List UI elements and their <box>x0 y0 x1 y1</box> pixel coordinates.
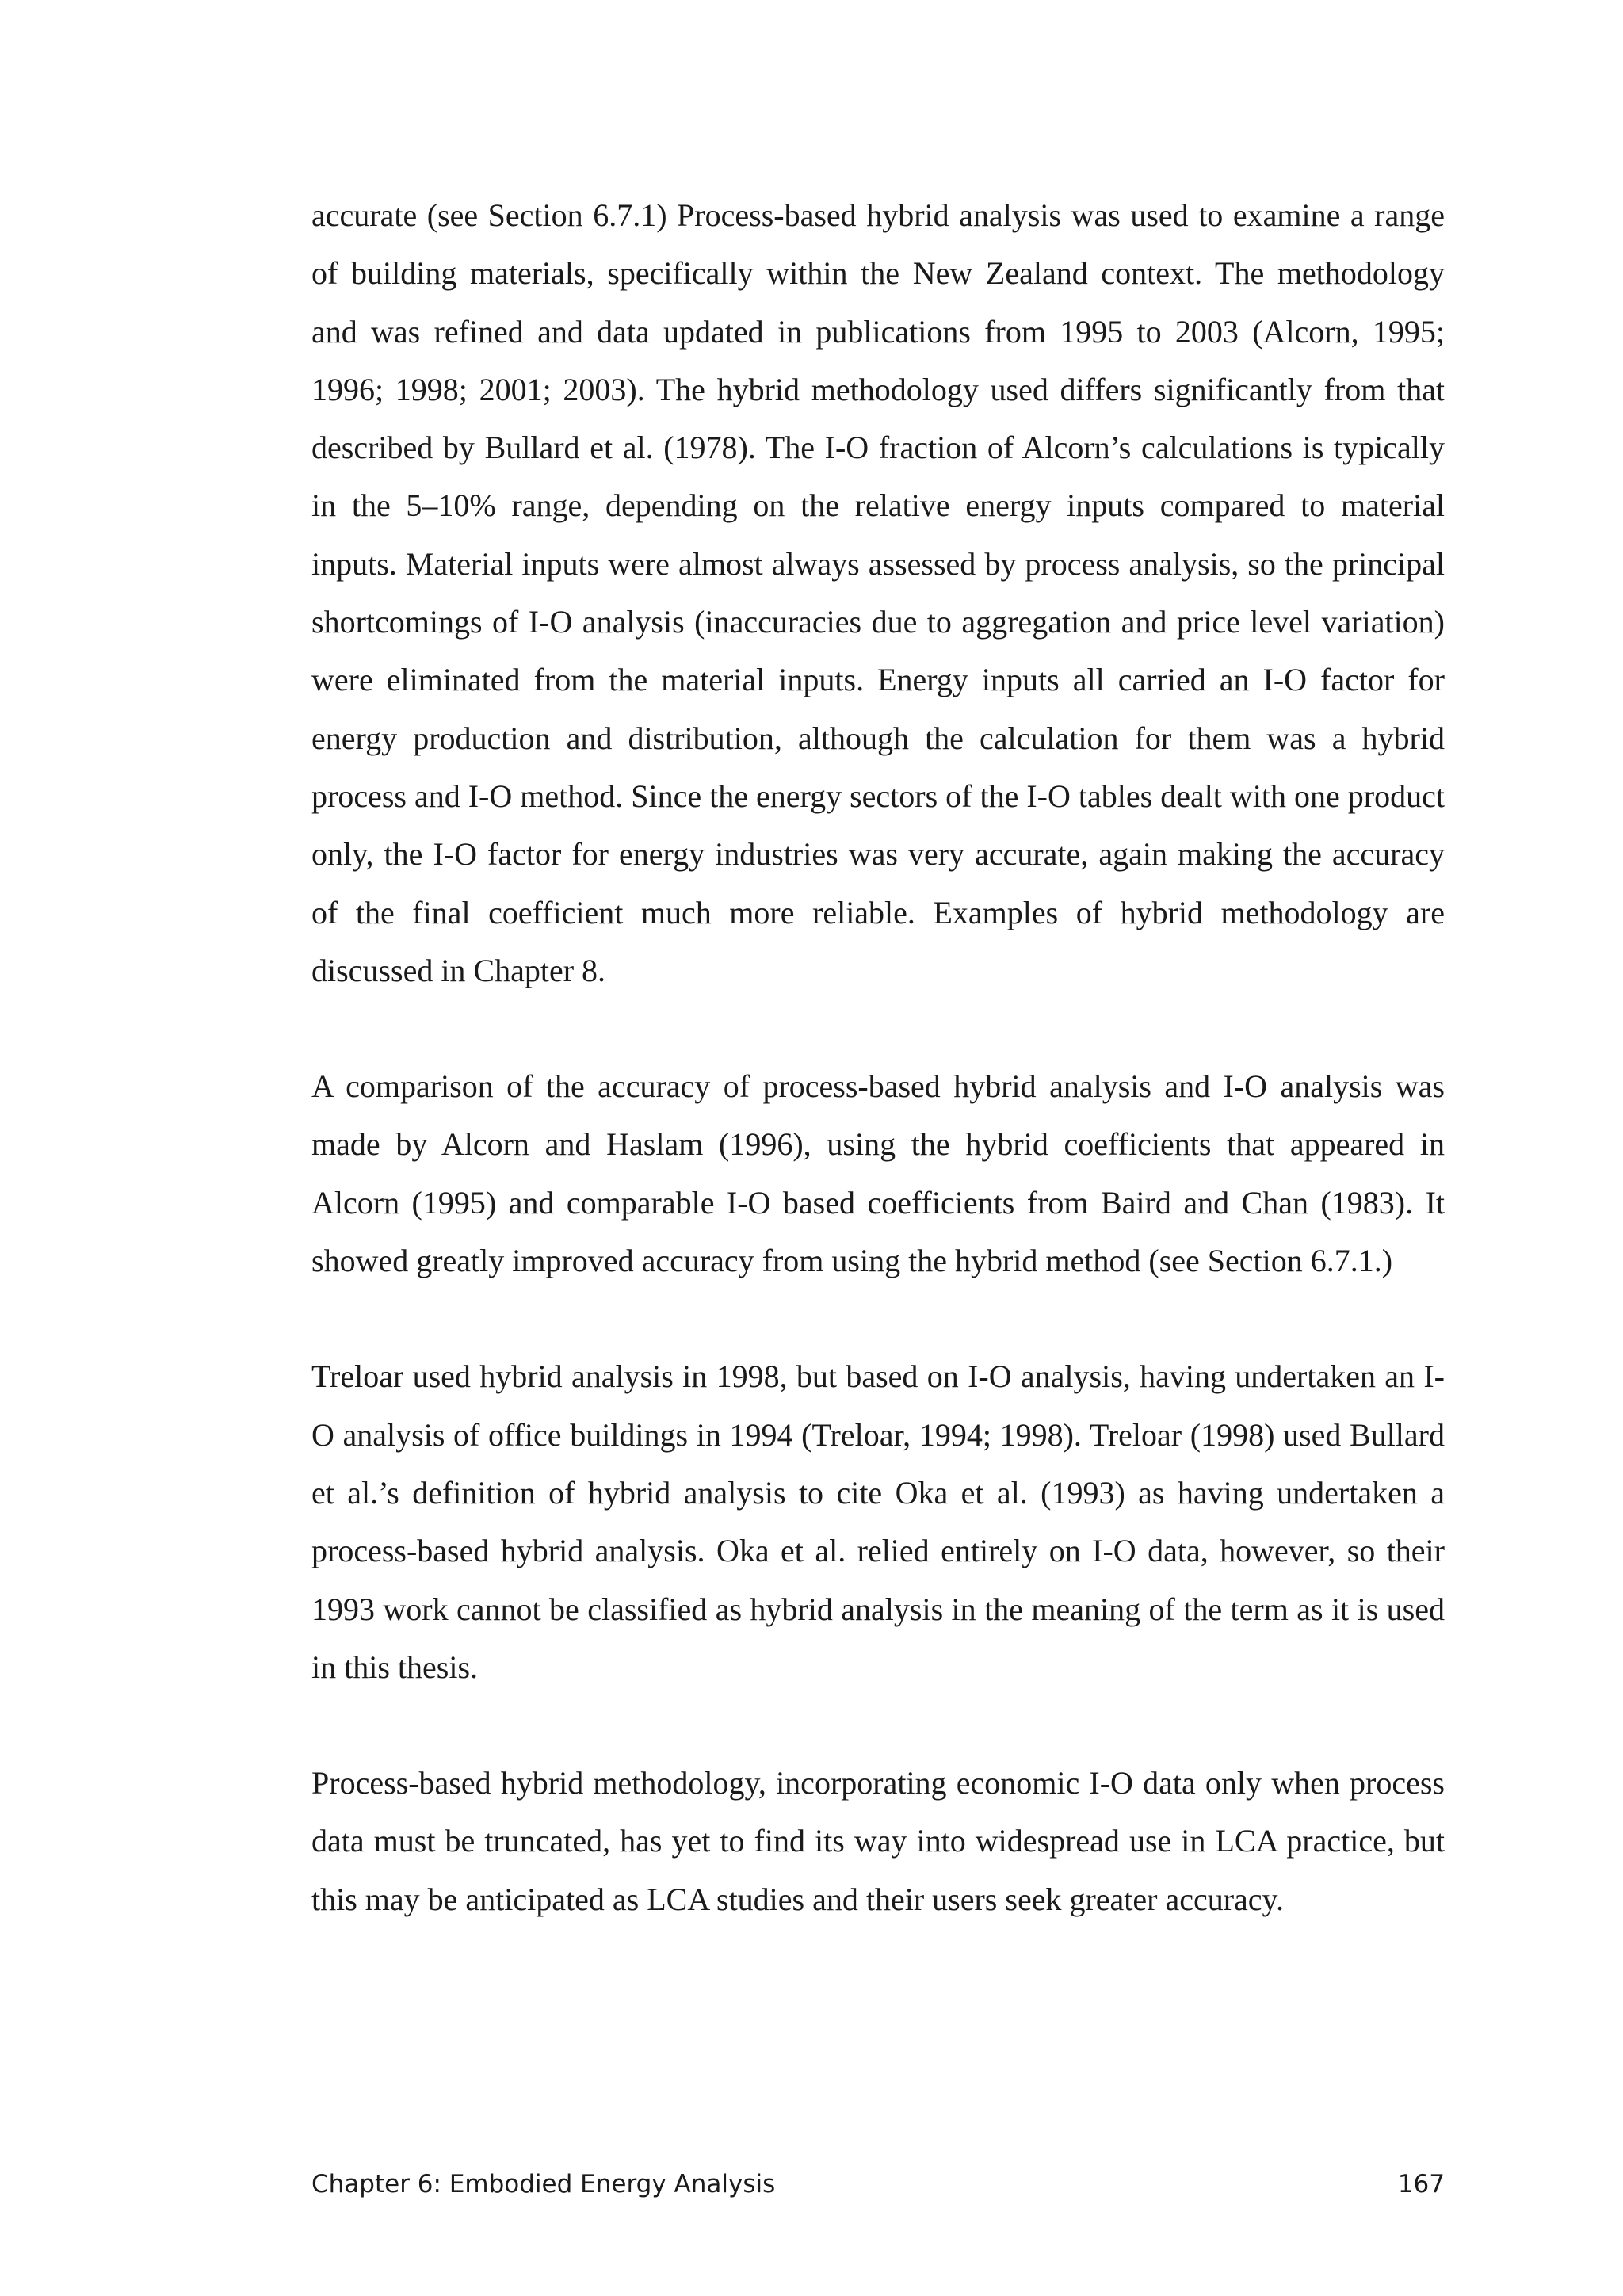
footer-chapter-title: Chapter 6: Embodied Energy Analysis <box>311 2170 776 2199</box>
body-text <box>311 186 1445 1928</box>
paragraph-1: accurate (see Section 6.7.1) Process-based hybrid analysis was used to examine a range of building materials, specifically within the New Zealand context. The methodology and was refined and data updated in publications from 1995 to 2003 (Alcorn, 1995; 1996; 1998; 2001; 2003). The hybrid methodology used differs significantly from that described by Bullard et al. (1978). The I-O fraction of Alcorn’s calculations is typically in the 5–10% range, depending on the relative energy inputs compared to material inputs. Material inputs were almost always assessed by process analysis, so the principal shortcomings of I-O analysis (inaccuracies due to aggregation and price level variation) were eliminated from the material inputs. Energy inputs all carried an I-O factor for energy production and distribution, although the calculation for them was a hybrid process and I-O method. Since the energy sectors of the I-O tables dealt with one product only, the I-O factor for energy industries was very accurate, again making the accuracy of the final coefficient much more reliable. Examples of hybrid methodology are discussed in Chapter 8. <box>311 197 1445 988</box>
page-footer <box>311 2170 1445 2199</box>
paragraph-2: A comparison of the accuracy of process-based hybrid analysis and I-O analysis was made by Alcorn and Haslam (1996), using the hybrid coefficients that appeared in Alcorn (1995) and comparable I-O based coefficients from Baird and Chan (1983). It showed greatly improved accuracy from using the hybrid method (see Section 6.7.1.) <box>311 1068 1445 1279</box>
footer-page-number: 167 <box>1397 2170 1445 2199</box>
paragraph-4: Process-based hybrid methodology, incorporating economic I-O data only when process data must be truncated, has yet to find its way into widespread use in LCA practice, but this may be anticipated as LCA studies and their users seek greater accuracy. <box>311 1765 1445 1917</box>
paragraph-3: Treloar used hybrid analysis in 1998, but based on I-O analysis, having undertaken an I-O analysis of office buildings in 1994 (Treloar, 1994; 1998). Treloar (1998) used Bullard et al.’s definition of hybrid analysis to cite Oka et al. (1993) as having undertaken a process-based hybrid analysis. Oka et al. relied entirely on I-O data, however, so their 1993 work cannot be classified as hybrid analysis in the meaning of the term as it is used in this thesis. <box>311 1358 1445 1685</box>
